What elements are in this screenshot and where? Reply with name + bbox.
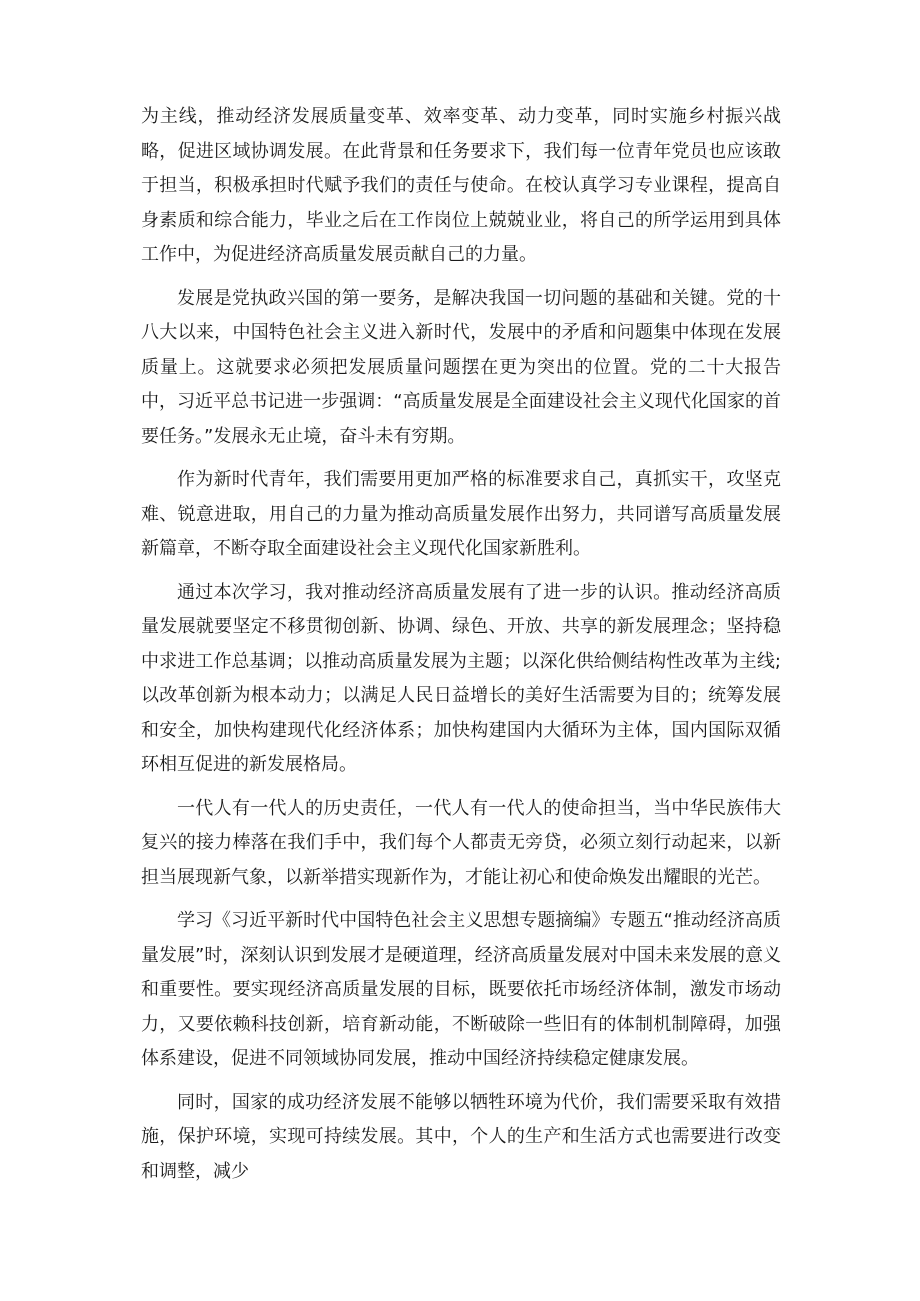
paragraph-study-insights: 通过本次学习，我对推动经济高质量发展有了进一步的认识。推动经济高质量发展就要坚定不移贯彻创新、协调、绿色、开放、共享的新发展理念；坚持稳中求进工作总基调；以推动高质量发展为主题；以深化供给侧结构性改革为主线;以改革创新为根本动力；以满足人民日益增长的美好生活需要为目的；统筹发展和安全，加快构建现代化经济体系；加快构建国内大循环为主体，国内国际双循环相互促进的新发展格局。 <box>141 581 781 775</box>
paragraph-continuation: 为主线，推动经济发展质量变革、效率变革、动力变革，同时实施乡村振兴战略，促进区域协调发展。在此背景和任务要求下，我们每一位青年党员也应该敢于担当，积极承担时代赋予我们的责任与使命。在校认真学习专业课程，提高自身素质和综合能力，毕业之后在工作岗位上兢兢业业，将自己的所学运用到具体工作中，为促进经济高质量发展贡献自己的力量。 <box>141 106 781 265</box>
paragraph-youth-responsibility: 作为新时代青年，我们需要用更加严格的标准要求自己，真抓实干，攻坚克难、锐意进取，用自己的力量为推动高质量发展作出努力，共同谱写高质量发展新篇章，不断夺取全面建设社会主义现代化国家新胜利。 <box>141 469 781 559</box>
paragraph-development-priority: 发展是党执政兴国的第一要务，是解决我国一切问题的基础和关键。党的十八大以来，中国特色社会主义进入新时代，发展中的矛盾和问题集中体现在发展质量上。这就要求必须把发展质量问题摆在更为突出的位置。党的二十大报告中，习近平总书记进一步强调：“高质量发展是全面建设社会主义现代化国家的首要任务。”发展永无止境，奋斗未有穷期。 <box>141 287 781 447</box>
paragraph-environment: 同时，国家的成功经济发展不能够以牺牲环境为代价，我们需要采取有效措施，保护环境，实现可持续发展。其中，个人的生产和生活方式也需要进行改变和调整，减少 <box>141 1091 781 1182</box>
document-body <box>141 100 781 1198</box>
paragraph-generation-mission: 一代人有一代人的历史责任，一代人有一代人的使命担当，当中华民族伟大复兴的接力棒落在我们手中，我们每个人都责无旁贷，必须立刻行动起来，以新担当展现新气象，以新举措实现新作为，才能让初心和使命焕发出耀眼的光芒。 <box>141 797 781 888</box>
paragraph-topic-five: 学习《习近平新时代中国特色社会主义思想专题摘编》专题五“推动经济高质量发展”时，深刻认识到发展才是硬道理，经济高质量发展对中国未来发展的意义和重要性。要实现经济高质量发展的目标，既要依托市场经济体制，激发市场动力，又要依赖科技创新，培育新动能，不断破除一些旧有的体制机制障碍，加强体系建设，促进不同领域协同发展，推动中国经济持续稳定健康发展。 <box>141 910 781 1069</box>
